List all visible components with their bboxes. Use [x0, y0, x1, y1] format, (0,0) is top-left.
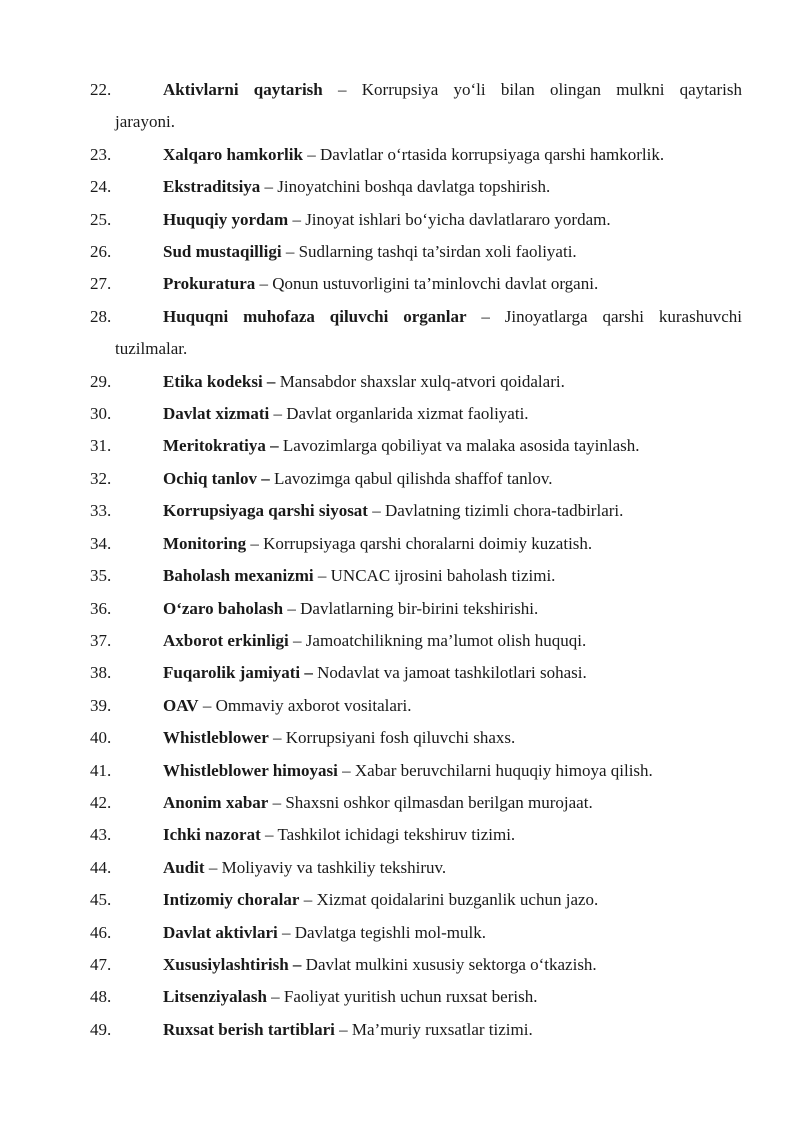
glossary-item	[90, 593, 742, 625]
item-separator: –	[322, 80, 362, 99]
item-number: 40.	[90, 728, 112, 748]
item-definition: Nodavlat va jamoat tashkilotlari sohasi.	[317, 663, 587, 683]
glossary-item	[90, 463, 742, 495]
item-term: Ekstraditsiya	[163, 177, 261, 197]
glossary-item	[90, 917, 742, 949]
item-number: 23.	[90, 144, 112, 164]
item-definition: Jamoatchilikning ma’lumot olish huquqi.	[305, 630, 587, 650]
item-number: 31.	[90, 436, 112, 456]
item-definition: Davlatning tizimli chora-tadbirlari.	[384, 501, 624, 521]
glossary-item-line	[90, 787, 742, 819]
item-term: Ichki nazorat	[163, 825, 261, 845]
item-number: 44.	[90, 857, 112, 877]
item-number: 30.	[90, 404, 112, 424]
item-term: Aktivlarni qaytarish	[163, 80, 323, 99]
item-number: 26.	[90, 242, 112, 262]
glossary-item	[90, 787, 742, 819]
item-number: 45.	[90, 890, 112, 910]
item-definition: Davlat mulkini xususiy sektorga o‘tkazish.	[305, 954, 597, 974]
glossary-item-line	[90, 625, 742, 657]
item-definition: Jinoyatchini boshqa davlatga topshirish.	[277, 177, 551, 197]
item-term: Davlat aktivlari	[163, 922, 278, 942]
glossary-item-line	[90, 495, 742, 527]
item-number: 33.	[90, 501, 112, 521]
item-term: Etika kodeksi –	[163, 371, 276, 391]
item-definition: Jinoyatlarga qarshi kurashuvchi	[504, 306, 742, 326]
item-definition: Davlat organlarida xizmat faoliyati.	[286, 404, 529, 424]
item-separator: –	[268, 792, 286, 812]
glossary-item-line	[90, 139, 742, 171]
glossary-item	[90, 398, 742, 430]
item-definition: Davlatlarning bir-birini tekshirishi.	[300, 598, 539, 618]
item-separator: –	[204, 857, 222, 877]
glossary-item-line	[90, 528, 742, 560]
item-number: 22.	[90, 80, 112, 99]
item-term: Audit	[163, 857, 205, 877]
item-definition: Shaxsni oshkor qilmasdan berilgan murojaat.	[285, 792, 593, 812]
glossary-item	[90, 884, 742, 916]
item-term: Meritokratiya –	[163, 436, 279, 456]
item-number: 49.	[90, 1019, 112, 1039]
glossary-item-line	[90, 204, 742, 236]
glossary-list	[90, 74, 742, 1046]
glossary-item-line	[90, 74, 742, 106]
item-number: 47.	[90, 954, 112, 974]
item-term: Monitoring	[163, 533, 247, 553]
glossary-item-line	[90, 593, 742, 625]
glossary-item-line	[90, 917, 742, 949]
item-term: Fuqarolik jamiyati –	[163, 663, 313, 683]
glossary-item	[90, 981, 742, 1013]
item-definition-continuation: tuzilmalar.	[115, 339, 188, 359]
item-number: 46.	[90, 922, 112, 942]
item-number: 42.	[90, 792, 112, 812]
glossary-item-line	[90, 690, 742, 722]
glossary-item-line	[90, 171, 742, 203]
glossary-item	[90, 755, 742, 787]
item-separator: –	[277, 922, 295, 942]
glossary-item	[90, 236, 742, 268]
item-definition: Mansabdor shaxslar xulq-atvori qoidalari.	[279, 371, 565, 391]
glossary-item	[90, 139, 742, 171]
glossary-item	[90, 528, 742, 560]
item-term: Prokuratura	[163, 274, 256, 294]
glossary-item-line	[90, 852, 742, 884]
item-definition: Korrupsiyani fosh qiluvchi shaxs.	[285, 728, 516, 748]
item-definition: Xabar beruvchilarni huquqiy himoya qilish.	[354, 760, 653, 780]
item-term: Anonim xabar	[163, 792, 269, 812]
glossary-item	[90, 625, 742, 657]
glossary-item-line	[90, 366, 742, 398]
glossary-item-line	[90, 560, 742, 592]
item-number: 39.	[90, 695, 112, 715]
glossary-item-line	[90, 236, 742, 268]
item-number: 27.	[90, 274, 112, 294]
item-definition: Tashkilot ichidagi tekshiruv tizimi.	[277, 825, 516, 845]
glossary-item	[90, 301, 742, 366]
item-definition: Davlatga tegishli mol-mulk.	[294, 922, 486, 942]
item-term: Whistleblower himoyasi	[163, 760, 338, 780]
item-separator: –	[288, 209, 306, 229]
item-separator: –	[260, 825, 278, 845]
item-separator: –	[313, 566, 331, 586]
item-definition-continuation: jarayoni.	[115, 112, 175, 132]
item-separator: –	[260, 177, 278, 197]
item-term: Whistleblower	[163, 728, 269, 748]
item-term: Ruxsat berish tartiblari	[163, 1019, 335, 1039]
item-term: Xususiylashtirish –	[163, 954, 302, 974]
glossary-item-line	[90, 819, 742, 851]
glossary-item-line	[90, 657, 742, 689]
glossary-item-line	[90, 755, 742, 787]
item-separator: –	[281, 242, 299, 262]
item-term: Korrupsiyaga qarshi siyosat	[163, 501, 368, 521]
item-number: 37.	[90, 630, 112, 650]
item-separator: –	[255, 274, 273, 294]
glossary-item	[90, 560, 742, 592]
glossary-item-line	[90, 430, 742, 462]
item-number: 34.	[90, 533, 112, 553]
item-definition: Faoliyat yuritish uchun ruxsat berish.	[283, 987, 538, 1007]
item-term: Litsenziyalash	[163, 987, 267, 1007]
item-definition: Ommaviy axborot vositalari.	[215, 695, 412, 715]
item-term: Baholash mexanizmi	[163, 566, 314, 586]
item-number: 38.	[90, 663, 112, 683]
glossary-item-line	[90, 884, 742, 916]
item-separator: –	[302, 144, 320, 164]
item-number: 43.	[90, 825, 112, 845]
glossary-item	[90, 1014, 742, 1046]
item-separator: –	[466, 306, 505, 326]
glossary-item-line	[90, 1014, 742, 1046]
item-number: 41.	[90, 760, 112, 780]
glossary-item	[90, 204, 742, 236]
item-definition: Jinoyat ishlari bo‘yicha davlatlararo yordam.	[305, 209, 611, 229]
item-definition: Davlatlar o‘rtasida korrupsiyaga qarshi hamkorlik.	[319, 144, 665, 164]
item-separator: –	[269, 404, 287, 424]
glossary-item-line	[90, 949, 742, 981]
glossary-item-line	[90, 981, 742, 1013]
glossary-item-line	[90, 463, 742, 495]
glossary-item-line	[90, 398, 742, 430]
item-number: 32.	[90, 468, 112, 488]
item-number: 36.	[90, 598, 112, 618]
item-definition: Lavozimlarga qobiliyat va malaka asosida tayinlash.	[282, 436, 640, 456]
item-separator: –	[268, 728, 286, 748]
item-separator: –	[198, 695, 216, 715]
item-term: Axborot erkinligi	[163, 630, 289, 650]
glossary-item	[90, 171, 742, 203]
item-term: Huquqni muhofaza qiluvchi organlar	[163, 306, 467, 326]
glossary-item	[90, 852, 742, 884]
item-definition: Lavozimga qabul qilishda shaffof tanlov.	[274, 468, 553, 488]
glossary-item	[90, 657, 742, 689]
item-definition: Korrupsiyaga qarshi choralarni doimiy kuzatish.	[263, 533, 593, 553]
glossary-item	[90, 722, 742, 754]
item-number: 24.	[90, 177, 112, 197]
item-separator: –	[246, 533, 264, 553]
item-term: Davlat xizmati	[163, 404, 270, 424]
glossary-item	[90, 949, 742, 981]
item-separator: –	[367, 501, 385, 521]
item-term: Intizomiy choralar	[163, 890, 300, 910]
item-term: Sud mustaqilligi	[163, 242, 282, 262]
item-term: Xalqaro hamkorlik	[163, 144, 303, 164]
item-separator: –	[337, 760, 355, 780]
item-definition: Moliyaviy va tashkiliy tekshiruv.	[221, 857, 447, 877]
glossary-item	[90, 819, 742, 851]
glossary-item-line	[90, 722, 742, 754]
glossary-item	[90, 366, 742, 398]
item-definition: UNCAC ijrosini baholash tizimi.	[330, 566, 556, 586]
glossary-item	[90, 268, 742, 300]
item-separator: –	[299, 890, 317, 910]
item-definition: Xizmat qoidalarini buzganlik uchun jazo.	[316, 890, 599, 910]
item-number: 29.	[90, 371, 112, 391]
item-definition: Korrupsiya yo‘li bilan olingan mulkni qaytarish	[361, 80, 742, 99]
item-separator: –	[334, 1019, 352, 1039]
item-number: 48.	[90, 987, 112, 1007]
glossary-item	[90, 690, 742, 722]
item-definition: Sudlarning tashqi ta’sirdan xoli faoliyati.	[298, 242, 577, 262]
item-separator: –	[266, 987, 284, 1007]
item-term: OAV	[163, 695, 199, 715]
glossary-item-line	[90, 301, 742, 333]
item-term: Huquqiy yordam	[163, 209, 289, 229]
item-separator: –	[288, 630, 306, 650]
glossary-item	[90, 430, 742, 462]
item-number: 25.	[90, 209, 112, 229]
glossary-item	[90, 74, 742, 139]
glossary-item-line	[90, 268, 742, 300]
item-number: 35.	[90, 566, 112, 586]
item-definition: Ma’muriy ruxsatlar tizimi.	[351, 1019, 533, 1039]
item-term: O‘zaro baholash	[163, 598, 284, 618]
glossary-item	[90, 495, 742, 527]
item-number: 28.	[90, 306, 112, 326]
item-separator: –	[283, 598, 301, 618]
item-definition: Qonun ustuvorligini ta’minlovchi davlat organi.	[272, 274, 599, 294]
item-term: Ochiq tanlov –	[163, 468, 270, 488]
